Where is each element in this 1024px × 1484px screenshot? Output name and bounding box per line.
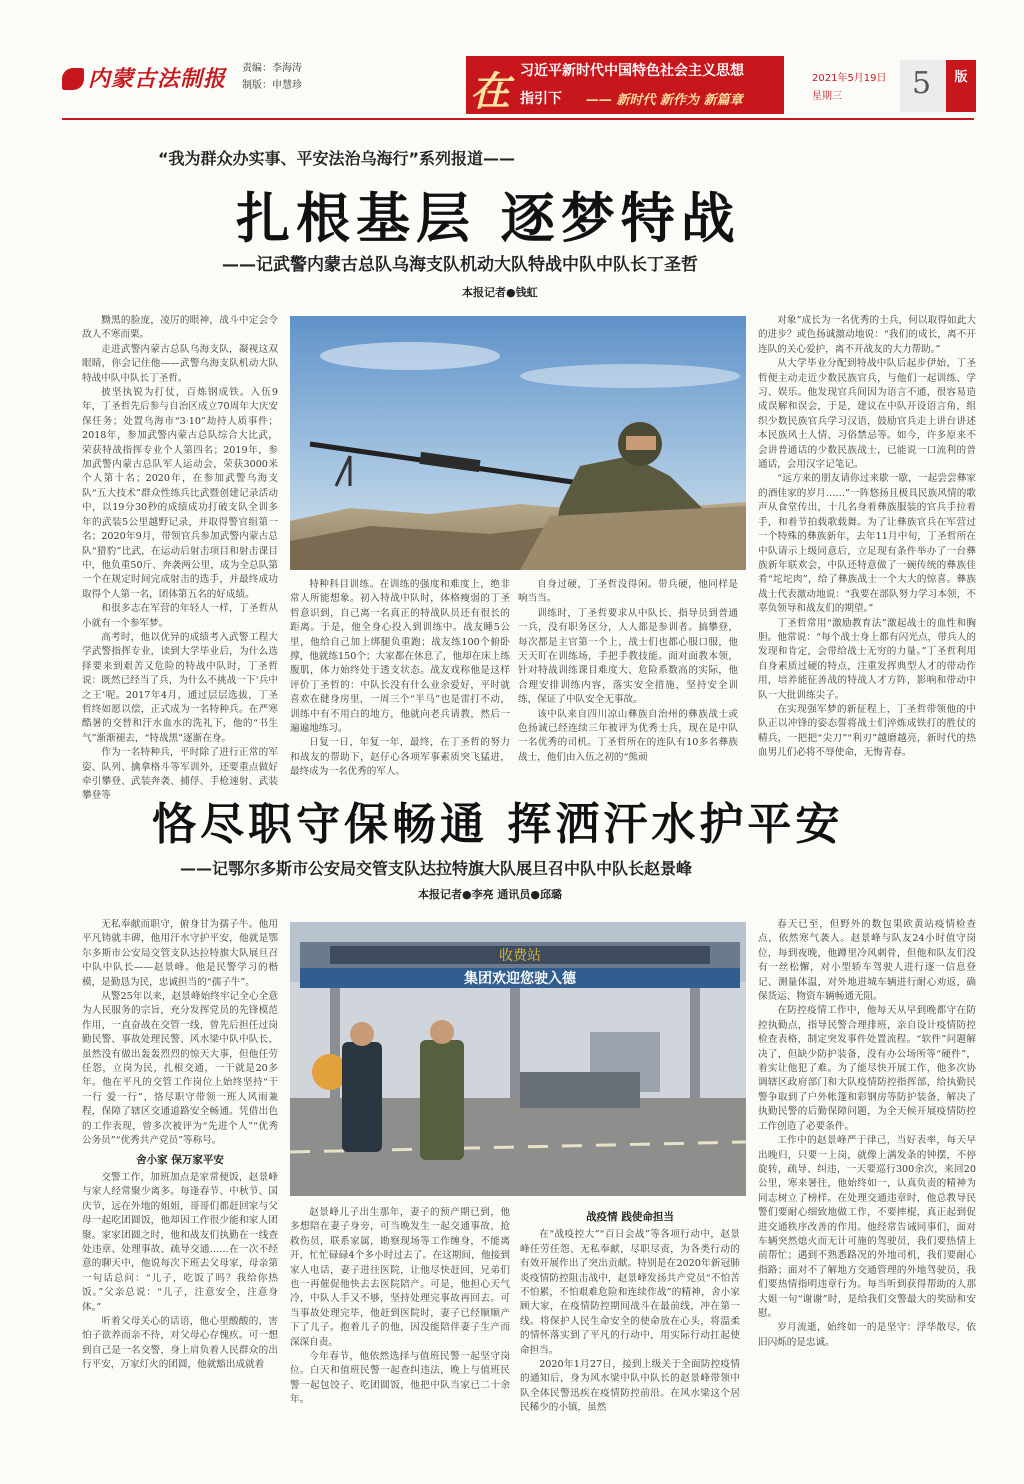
article1-col4 [758,314,976,776]
paragraph: 岁月流逝，始终如一的是坚守：浮华散尽，依旧闪烁的是忠诚。 [758,1322,976,1348]
paragraph: 走进武警内蒙古总队乌海支队，凝视这双眼睛，你会记住他——武警乌海支队机动大队特战中队中队长丁圣哲。 [82,343,278,384]
page-label-box [946,60,976,112]
page-label: 版 [954,70,968,85]
paragraph: 春天已至，但野外的数包果欧黄站疫情检查点，依然寒气袭人。赵景峰与队友24小时值守岗位，每到夜晚，他蹲里冷风刺骨，但他和队友们没有一丝松懈，对小型轿车驾驶人进行逐一信息登记、测量体温，对外地进城车辆进行耐心劝返，确保货运、物资车辆畅通无阻。 [758,919,976,1003]
paragraph: 特种科目训练。在训练的强度和难度上，绝非常人所能想象。初入特战中队时，体格瘦弱的丁圣哲意识到，自己离一名真正的特战队员还有很长的距离。于是，他全身心投入到训练中。战友睡5公里，他给自己加上绑腿负重跑；战友练100个俯卧撑，他就练150个；大家都在休息了，他却在床上练腹肌，体力始终处于透支状态。战友戏称他是这样评价丁圣哲的：中队长没有什么业余爱好，平时就喜欢在健身房里，一周三个“半马”也是雷打不动，训练中有不用白的地方，他就向老兵请教，然后一遍遍地练习。 [290,579,510,735]
banner-line1: 习近平新时代中国特色社会主义思想 [520,63,744,79]
paragraph: 披坚执锐为打仗，百炼钢成铁。入伍9年，丁圣哲先后参与自治区成立70周年大庆安保任务；处置乌海市“3·10”劫持人质事件；2018年，参加武警内蒙古总队综合大比武，荣获特战指挥专业个人第四名；2019年，参加武警内蒙古总队军人运动会，荣获3000米个人第十名；2020年，在参加武警乌海支队“五大技术”群众性练兵比武暨创建记录活动中，以19分30秒的成绩成功打破支队全训多年的武装5公里越野记录，并取得警官组第一名；2020年9月，带领官兵参加武警内蒙古总队“猎豹”比武，在运动后射击项目和射击课目中，他负重50斤、奔袭两公里，成为全总队第一个在规定时间完成射击的选手，并最终成功取得个人第一名，团体第五名的好成绩。 [82,387,278,600]
paragraph: 自身过硬，丁圣哲没得闲。带兵硬，他同样是响当当。 [518,579,738,605]
masthead-rule [62,118,974,120]
paragraph: 交警工作，加班加点是家常便饭，赵景峰与家人经常聚少离多。每逢春节、中秋节、国庆节，远在外地的姐姐，哥哥们都赶回家与父母一起吃团圆饭，他却因工作很少能和家人团聚。家家团圆之时，他和战友们执勤在一线查处违章、处理事故、疏导交通……在一次不经意的聊天中，他说每次下班去父母家，母亲第一句话总问：“儿子，吃饭了吗？我给你热饭。”父亲总说：“儿子，注意安全，注意身体。” [82,1171,278,1313]
page-number: 5 [912,66,932,101]
issue-weekday: 星期三 [812,91,842,102]
paragraph: 黝黑的脸庞，凌厉的眼神，战斗中定会令敌人不寒而栗。 [82,315,278,341]
paragraph: 高考时，他以优异的成绩考入武警工程大学武警指挥专业，读到大学毕业后，为什么选择要来到艰苦又危险的特战中队时，丁圣哲说：既然已经当了兵，为什么不挑战一下‘兵中之王’呢。2017年4月，通过层层选拔，丁圣哲终如愿以偿，正式成为一名特种兵。在严寒酷暑的交替和汗水血水的洗礼下，他的“书生气”渐渐褪去，“特战黑”逐渐在身。 [82,631,278,744]
toll-station-illustration [290,922,746,1196]
article2-headline: 恪尽职守保畅通 挥洒汗水护平安 [152,799,844,850]
article1-col1 [82,314,278,802]
banner-slogan: —— 新时代 新作为 新篇章 [586,93,743,108]
article1-col3 [518,578,738,776]
newspaper-logo [62,62,226,93]
paragraph: 对象”成长为一名优秀的士兵，何以取得如此大的进步？或色扬诚激动地说：“我们的成长，离不开连队的关心爱护，离不开战友的大力帮助。” [758,315,976,355]
paragraph: 工作中的赵景峰严于律己，当好表率，每天早出晚归，只要一上岗，就像上满发条的钟摆，不停旋转，疏导、纠违，一天要巡行300余次，来回20公里，寒来暑往，他始终如一，认真负责的精神为同志树立了榜样。在处理交通违章时，他总教导民警们要耐心细致地做工作，不要摔棍，真正起到促进交通秩序改善的作用。他经常告诫同事们，面对车辆突然熄火而无计可施的驾驶员，我们要热情上前帮忙；遇到不熟悉路况的外地司机，我们要耐心指路；面对不了解地方交通管理的外地驾驶员，我们要热情指明违章行为。每当听到获得帮助的人那大姐一句“谢谢”时，是给我们交警最大的奖励和安慰。 [758,1135,976,1319]
paragraph: 日复一日，年复一年，最终，在丁圣哲的努力和战友的帮助下，赵仔心各项军事素质突飞猛进，最终成为一名优秀的军人。 [290,737,510,778]
paragraph: “远方来的朋友请你过来歇一歇，一起尝尝彝家的酒佳家的岁月……”一阵悠扬且极具民族风情的歌声从食堂传出，十几名身着彝族服装的官兵手拉着手，和着节拍载歌载舞。为了让彝族官兵在军营过一个特殊的彝族新年，去年11月中旬，丁圣哲所在中队请示上级同意后，立足现有条件举办了一台彝族新年联欢会，中队还特意做了一碗传统的彝族佳肴“坨坨肉”，给了彝族战士一个大大的惊喜。彝族战士代表激动地说：“我要在部队努力学习本领，不辜负领导和战友们的期望。” [758,473,976,615]
dateline [812,70,887,106]
banner-line2: 指引下 [520,91,562,107]
toll-sign-bottom: 集团欢迎您驶入德 [464,971,576,987]
paragraph: 在实现强军梦的新征程上，丁圣哲带领他的中队正以冲锋的姿态誓将战士们淬炼成铁打的胜仗的精兵，一把把“尖刀”“利刃”越磨越亮，新时代的热血男儿们必将不辱使命，无悔青春。 [758,703,976,759]
article2-subhead1: 舍小家 保万家平安 [136,1153,224,1166]
editor-credits [242,60,302,94]
article2-byline: 本报记者●李亮 通讯员●邱璐 [418,888,563,901]
paragraph: 和很多志在军营的年轻人一样，丁圣哲从小就有一个参军梦。 [82,603,278,629]
paragraph: 训练时，丁圣哲要求从中队长、指导员到普通一兵，没有职务区分，人人都是参训者。搞攀登，每次都是主官第一个上，战士们也都心服口服，他天天盯在训练场，手把手教技能。面对面教本领，针对特战训练课目难度大、危险系数高的实际，他合理安排训练内容，落实安全措施，坚持安全训练，保证了中队安全无事故。 [518,607,738,706]
paragraph: 从警25年以来，赵景峰始终牢记全心全意为人民服务的宗旨，充分发挥党员的先锋模范作用，一直奋战在交管一线，曾先后担任过岗勤民警、事故处理民警、风水梁中队中队长、虽然没有做出轰轰烈烈的惊天大事，但他任劳任怨，立岗为民，扎根交通，一干就是20多年。他在平凡的交管工作岗位上始终坚持“干一行 爱一行”，恪尽职守带领一班人风雨兼程，保障了辖区交通道路安全畅通。凭借出色的工作表现，曾多次被评为“先进个人”“优秀公务员”“优秀共产党员”等称号。 [82,991,278,1147]
article2-col3 [520,1206,740,1474]
article1-headline: 扎根基层 逐梦特战 [236,186,741,250]
article1-subheadline: ——记武警内蒙古总队乌海支队机动大队特战中队中队长丁圣哲 [222,255,698,275]
article2-col2 [290,1206,510,1474]
sniper-photo-illustration [290,316,746,570]
paragraph: 2020年1月27日，接到上级关于全面防控疫情的通知后，身为风水梁中队中队长的赵景峰带领中队全体民警迅疾在疫情防控前沿。在风水梁这个居民稀少的小镇，虽然 [520,1359,740,1414]
logo-text: 内蒙古法制报 [88,66,227,92]
paragraph: 今年春节，他依然选择与值班民警一起坚守岗位。白天和值班民警一起查纠违法，晚上与值班民警一起包饺子、吃团圆饭，他把中队当家已二十余年。 [290,1351,510,1406]
banner-char: 在 [470,68,510,115]
article1-byline: 本报记者●钱虹 [462,286,538,299]
paragraph: 作为一名特种兵，平时除了进行正常的军姿、队列、擒拿格斗等军训外，还要重点做好牵引攀登、武装奔袭、捕俘、手枪速射、武装攀登等 [82,747,278,802]
issue-date: 2021年5月19日 [812,73,887,84]
series-title: “我为群众办实事、平安法治乌海行”系列报道—— [158,149,516,168]
paragraph: 听着父母关心的话语，他心里酸酸的，害怕子欲养而亲不待，对父母心存愧疚。可一想到自己是一名交警，身上肩负着人民群众的出行平安，万家灯火的团圆，他就豁出成就着 [82,1315,278,1371]
editor-label: 责编：李海涛 [242,63,302,74]
article1-col2 [290,578,510,776]
producer-label: 制版：申慧珍 [242,80,302,91]
article2-subhead2: 战疫情 践使命担当 [586,1211,674,1223]
toll-sign-top: 收费站 [499,948,541,964]
paragraph: 在防控疫情工作中，他每天从早到晚都守在防控执勤点，指导民警合理排班，亲自设计疫情防控检查表格，制定突发事件处置流程。“软件”问题解决了，但缺少防护装备，没有办公场所等“硬件”，着实让他犯了难。为了能尽快开展工作，他多次协调辖区政府部门和大队疫情防控指挥部，给执勤民警争取到了户外帐篷和彩钢房等防护装备，解决了执勤民警的后勤保障问题，为全天候开展疫情防控工作创造了必要条件。 [758,1005,976,1132]
sniper-photo [290,316,746,570]
paragraph: 无私奉献而职守，俯身甘为孺子牛。他用平凡铸就丰碑，他用汗水守护平安，他就是鄂尔多斯市公安局交管支队达拉特旗大队展旦召中队中队长——赵景峰。他是民警学习的楷模，是勤恳为民，忠诚担当的“孺子牛”。 [82,919,278,988]
paragraph: 从大学毕业分配到特战中队后起步伊始，丁圣哲便主动走近少数民族官兵，与他们一起训练、学习、娱乐。他发现官兵间因为语言不通，很容易造成误解和误会，于是，建议在中队开设语言角，组织少数民族官兵学习汉语，鼓励官兵走上讲台讲述本民族风土人情、习俗禁忌等。如今，许多原来不会讲普通话的少数民族战士，已能说一口流利的普通话，会用汉字记笔记。 [758,358,976,471]
article2-subheadline: ——记鄂尔多斯市公安局交管支队达拉特旗大队展旦召中队中队长赵景峰 [180,859,693,878]
article2-col1 [82,918,278,1474]
toll-station-photo [290,922,746,1196]
logo-icon [62,68,84,90]
article2-col4 [758,918,976,1474]
paragraph: 在“战疫控大”“百日会战”等各项行动中，赵景峰任劳任怨、无私奉献，尽职尽责，为各类行动的有效开展作出了突出贡献。特别是在2020年新冠肺炎疫情防控阻击战中，赵景峰发扬共产党员“不怕苦不怕累，不怕艰难危险和连续作战”的精神，舍小家顾大家，在疫情防控期间战斗在最前线，冲在第一线。将保护人民生命安全的使命放在心头，将温柔的情怀落实到了平凡的行动中，用实际行动扛起使命担当。 [520,1229,740,1356]
paragraph: 丁圣哲常用“激励教育法”激起战士的血性和胸胆。他常说：“每个战士身上都有闪光点，带兵人的发现和肯定，会带给战士无穷的力量。”丁圣哲利用自身素质过硬的特点，注重发挥典型人才的带动作用，培养能征善战的特战人才方阵，影响和带动中队一大批训练尖子。 [758,617,976,701]
paragraph: 该中队来自四川凉山彝族自治州的彝族战士或色扬诚已经连续三年被评为优秀士兵，现在是中队一名优秀的司机。丁圣哲所在的连队有10多名彝族战士，他们由入伍之初的“熊顽 [518,708,738,763]
paragraph: 赵景峰儿子出生那年，妻子的预产期已到，他多想陪在妻子身旁，可当晚发生一起交通事故，抢救伤员，联系家属，勘察现场等工作缠身，不能离开，忙忙碌碌4个多小时过去了。在这期间，他接到家人电话，妻子进往医院，让他尽快赶回，兄弟们也一再催促他快去去医院陪产。可是，他担心天气冷，中队人手又不够，坚持处理完事故再回去。可当事故处理完毕，他赶到医院时，妻子已经顺顺产下了儿子。抱着儿子的他，因没能陪伴妻子生产而深深自责。 [290,1207,510,1348]
